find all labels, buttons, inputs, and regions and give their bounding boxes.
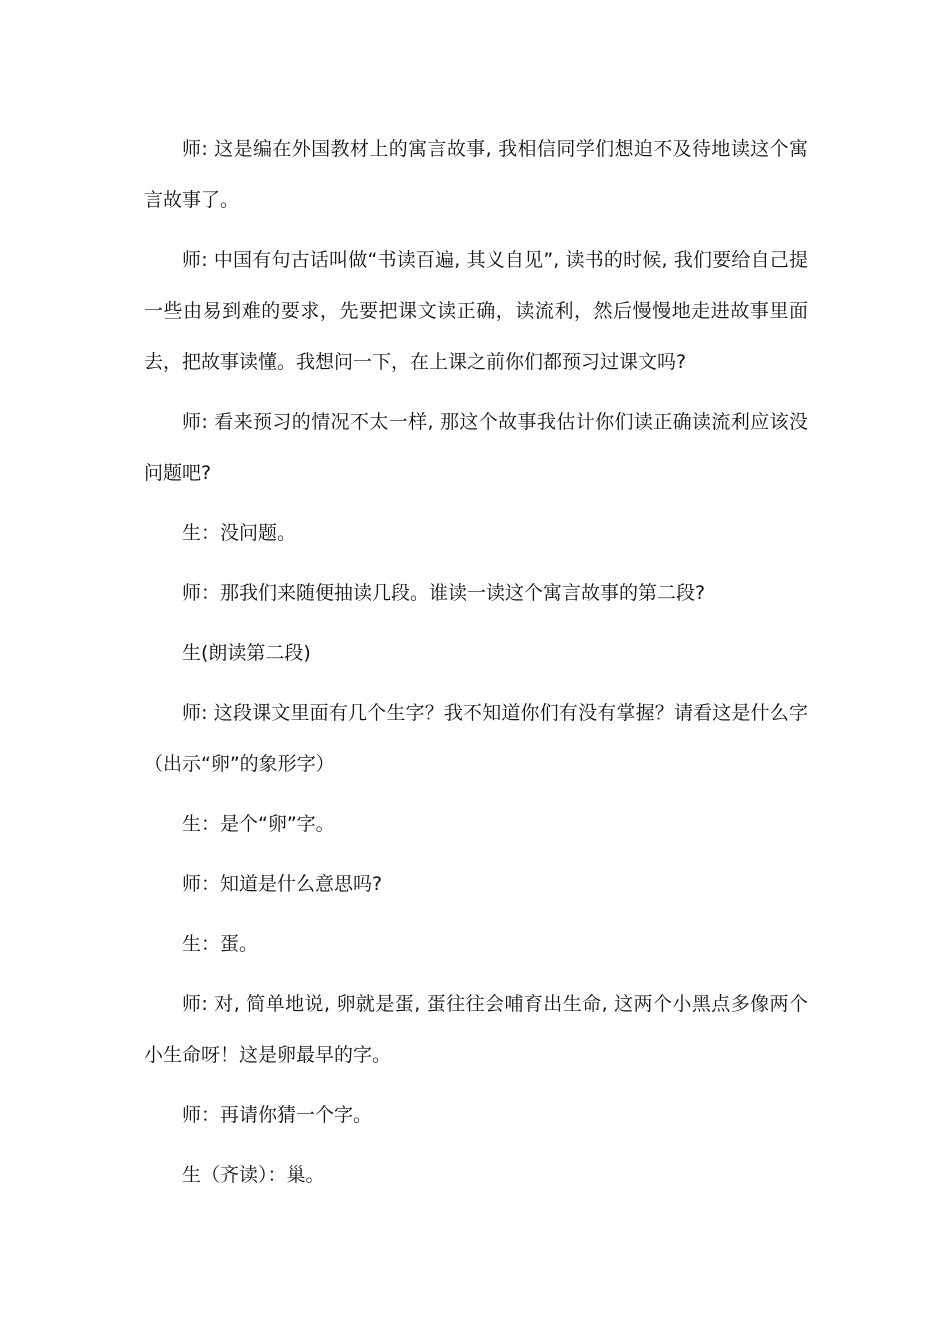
paragraph: 生：是个“卵”字。 xyxy=(182,813,335,835)
paragraph: 生：没问题。 xyxy=(182,522,297,544)
paragraph: 师：那我们来随便抽读几段。谁读一读这个寓言故事的第二段? xyxy=(182,582,706,604)
paragraph: 生（齐读）：巢。 xyxy=(182,1164,325,1186)
paragraph: 生：蛋。 xyxy=(182,933,259,955)
paragraph: 师: 这段课文里面有几个生字？我不知道你们有没有掌握？请看这是什么字（出示“卵”的象形字） xyxy=(144,702,808,775)
paragraph: 师: 看来预习的情况不太一样, 那这个故事我估计你们读正确读流利应该没问题吧? xyxy=(144,411,808,484)
paragraph: 师: 对, 简单地说, 卵就是蛋, 蛋往往会哺育出生命, 这两个小黑点多像两个小生命呀！这是卵最早的字。 xyxy=(144,993,808,1066)
paragraph: 师: 中国有句古话叫做“书读百遍, 其义自见”, 读书的时候, 我们要给自己提一些由易到难的要求，先要把课文读正确，读流利，然后慢慢地走进故事里面去，把故事读懂。我想问一下，在上课之前你们都预习过课文吗? xyxy=(144,249,808,373)
document-body xyxy=(144,124,808,1201)
paragraph: 师：再请你猜一个字。 xyxy=(182,1104,373,1126)
paragraph: 师: 这是编在外国教材上的寓言故事, 我相信同学们想迫不及待地读这个寓言故事了。 xyxy=(144,138,808,211)
paragraph: 生(朗读第二段) xyxy=(182,642,311,664)
paragraph: 师：知道是什么意思吗? xyxy=(182,873,383,895)
